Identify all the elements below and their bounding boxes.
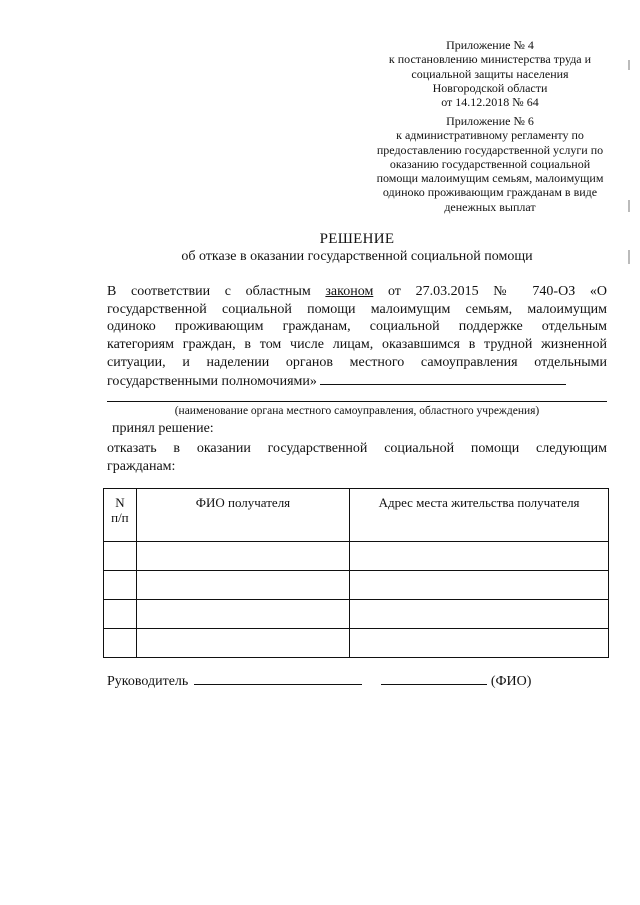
scan-edge-mark	[628, 200, 630, 212]
main-paragraph-line-6	[107, 372, 607, 391]
header-fio: ФИО получателя	[136, 489, 349, 542]
table-header-row	[104, 489, 609, 542]
recipients-table	[103, 488, 609, 658]
cell-fio[interactable]	[136, 542, 349, 571]
main-paragraph-line-5: ситуации, и наделении органов местного самоуправления отдельными	[107, 354, 607, 370]
appendix-6-line: денежных выплат	[444, 199, 536, 214]
law-link[interactable]: законом	[325, 284, 374, 299]
table-row	[104, 629, 609, 658]
decision-label: принял решение:	[112, 421, 214, 436]
cell-address[interactable]	[350, 542, 609, 571]
appendix-6-line: к административному регламенту по	[396, 128, 584, 143]
appendix-4-header	[340, 38, 640, 109]
appendix-6-line: оказанию государственной социальной	[389, 156, 591, 171]
cell-address[interactable]	[350, 600, 609, 629]
main-paragraph-line-4: категориям граждан, в том числе лицам, оказавшимся в трудной жизненной	[107, 337, 607, 353]
signature-line	[107, 672, 531, 690]
header-number	[104, 489, 137, 542]
table-row	[104, 600, 609, 629]
refuse-paragraph-line-1: отказать в оказании государственной социальной помощи следующим	[107, 441, 607, 456]
main-paragraph-text: В соответствии с областным	[107, 284, 326, 299]
appendix-4-line: Приложение № 4	[446, 38, 534, 52]
appendix-6-header	[340, 114, 640, 214]
main-paragraph-text: государственными полномочиями»	[107, 373, 317, 389]
appendix-4-line: социальной защиты населения	[411, 66, 569, 81]
main-paragraph-line-2: государственной социальной помощи малоимущим семьям, малоимущим	[107, 301, 607, 317]
appendix-6-line: Приложение № 6	[446, 114, 534, 128]
scan-edge-mark	[628, 60, 630, 70]
appendix-6-line: помощи малоимущим семьям, малоимущим	[376, 171, 604, 186]
organ-name-line[interactable]	[107, 401, 607, 402]
signature-label: Руководитель	[107, 674, 189, 689]
signature-blank[interactable]	[194, 672, 362, 685]
main-paragraph	[107, 283, 607, 390]
fio-blank[interactable]	[381, 672, 487, 685]
refuse-paragraph	[107, 440, 607, 475]
organ-caption: (наименование органа местного самоуправления, областного учреждения)	[174, 405, 540, 417]
document-title: РЕШЕНИЕ	[319, 231, 395, 247]
appendix-4-line: к постановлению министерства труда и	[388, 52, 592, 67]
refuse-paragraph-line-2: гражданам:	[107, 458, 176, 474]
cell-fio[interactable]	[136, 629, 349, 658]
document-subtitle: об отказе в оказании государственной социальной помощи	[181, 249, 533, 264]
cell-number[interactable]	[104, 542, 137, 571]
appendix-4-line: Новгородской области	[432, 80, 548, 95]
cell-number[interactable]	[104, 629, 137, 658]
appendix-4-line: от 14.12.2018 № 64	[441, 95, 539, 110]
header-number-line: п/п	[111, 510, 129, 525]
table-row	[104, 542, 609, 571]
table-body	[104, 542, 609, 658]
cell-number[interactable]	[104, 571, 137, 600]
appendix-6-line: одиноко проживающим гражданам в виде	[382, 185, 598, 200]
header-number-line: N	[115, 495, 125, 510]
main-paragraph-line-3: одиноко проживающим гражданам, социальной поддержке отдельным	[107, 319, 607, 335]
main-paragraph-line-1	[107, 283, 607, 301]
cell-number[interactable]	[104, 600, 137, 629]
scan-edge-mark	[628, 250, 630, 264]
appendix-6-line: предоставлению государственной услуги по	[376, 142, 604, 157]
main-paragraph-text: от 27.03.2015 № 740-ОЗ «О	[373, 284, 607, 299]
cell-address[interactable]	[350, 629, 609, 658]
signature-fio-label: (ФИО)	[490, 674, 532, 689]
cell-fio[interactable]	[136, 571, 349, 600]
organ-name-blank[interactable]	[320, 372, 566, 385]
cell-fio[interactable]	[136, 600, 349, 629]
cell-address[interactable]	[350, 571, 609, 600]
table-row	[104, 571, 609, 600]
header-address: Адрес места жительства получателя	[350, 489, 609, 542]
